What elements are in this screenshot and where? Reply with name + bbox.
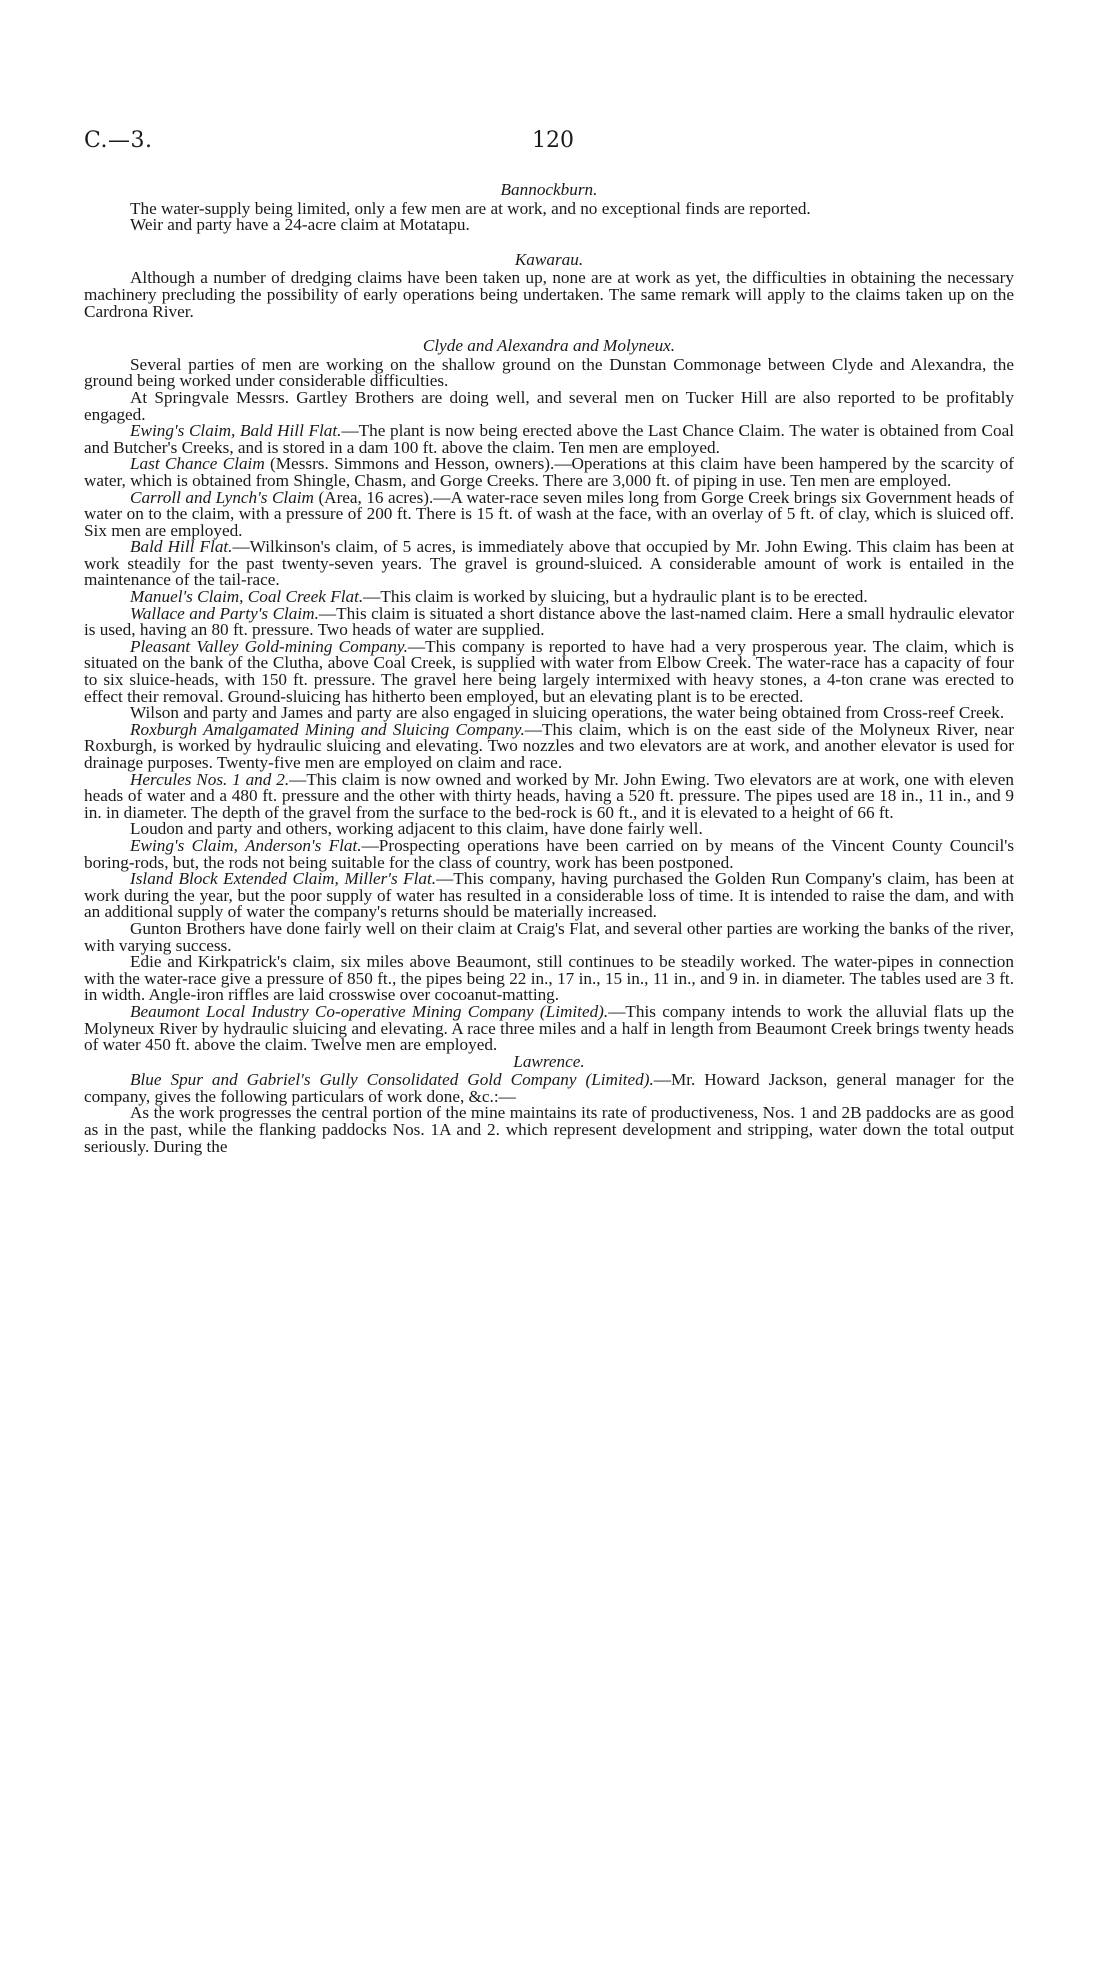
paragraph: Edie and Kirkpatrick's claim, six miles above Beaumont, still continues to be steadily worked. The water-pipes in connection with the water-race give a pressure of 850 ft., the pipes being 22 in., 17 in., 15 in., 11 in., and 9 in. in diameter. The tables used are 3 ft. in width. Angle-iron riffles are laid crosswise over cocoanut-matting.	[84, 952, 1014, 1005]
paragraph: Island Block Extended Claim, Miller's Flat.—This company, having purchased the Golden Run Company's claim, has been at work during the year, but the poor supply of water has resulted in a considerable loss of time. It is intended to raise the dam, and with an additional supply of water the company's returns should be materially increased.	[84, 869, 1014, 922]
page-number: 120	[532, 128, 574, 153]
paragraph: Last Chance Claim (Messrs. Simmons and Hesson, owners).—Operations at this claim have been hampered by the scarcity of water, which is obtained from Shingle, Chasm, and Gorge Creeks. There are 3,000 ft. of piping in use. Ten men are employed.	[84, 454, 1014, 490]
paragraph: Manuel's Claim, Coal Creek Flat.—This claim is worked by sluicing, but a hydraulic plant is to be erected.	[130, 587, 868, 607]
paragraph: Hercules Nos. 1 and 2.—This claim is now owned and worked by Mr. John Ewing. Two elevators are at work, one with eleven heads of water and a 480 ft. pressure and the other with thirty heads, having a 520 ft. pressure. The pipes used are 18 in., 11 in., and 9 in. in diameter. The depth of the gravel from the surface to the bed-rock is 60 ft., and it is elevated to a height of 66 ft.	[84, 769, 1015, 822]
paragraph: Pleasant Valley Gold-mining Company.—This company is reported to have had a very prosperous year. The claim, which is situated on the bank of the Clutha, above Coal Creek, is supplied with water from Elbow Creek. The water-race has a capacity of four to six sluice-heads, with 150 ft. pressure. The gravel here being largely intermixed with heavy stones, a 4-ton crane was erected to effect their removal. Ground-sluicing has hitherto been employed, but an elevating plant is to be erected.	[84, 636, 1014, 706]
paragraph: Bald Hill Flat.—Wilkinson's claim, of 5 acres, is immediately above that occupied by Mr. John Ewing. This claim has been at work steadily for the past twenty-seven years. The gravel is ground-sluiced. A considerable amount of work is entailed in the maintenance of the tail-race.	[84, 537, 1014, 590]
section-heading-kawarau: Kawarau.	[514, 249, 584, 269]
paragraph: Gunton Brothers have done fairly well on their claim at Craig's Flat, and several other parties are working the banks of the river, with varying success.	[84, 918, 1014, 955]
paragraph: Carroll and Lynch's Claim (Area, 16 acres).—A water-race seven miles long from Gorge Creek brings six Government heads of water on to the claim, with a pressure of 200 ft. There is 15 ft. of wash at the face, with an overlay of 5 ft. of clay, which is sluiced off. Six men are employed.	[84, 487, 1014, 540]
section-heading-bannockburn: Bannockburn.	[500, 180, 598, 199]
paragraph: Beaumont Local Industry Co-operative Mining Company (Limited).—This company intends to work the alluvial flats up the Molyneux River by hydraulic sluicing and elevating. A race three miles and a half in length from Beaumont Creek brings twenty heads of water 450 ft. above the claim. Twelve men are employed.	[84, 1001, 1014, 1055]
paragraph: At Springvale Messrs. Gartley Brothers are doing well, and several men on Tucker Hill are also reported to be profitably engaged.	[84, 387, 1014, 424]
paragraph: Ewing's Claim, Anderson's Flat.—Prospecting operations have been carried on by means of the Vincent County Council's boring-rods, but, the rods not being suitable for the class of country, work has been postponed.	[84, 835, 1015, 872]
paragraph: Weir and party have a 24-acre claim at Motatapu.	[130, 215, 470, 235]
section-heading-clyde-alexandra-molyneux: Clyde and Alexandra and Molyneux.	[422, 336, 676, 356]
paragraph: The water-supply being limited, only a few men are at work, and no exceptional finds are reported.	[130, 198, 811, 218]
paragraph: Blue Spur and Gabriel's Gully Consolidated Gold Company (Limited).—Mr. Howard Jackson, general manager for the company, gives the following particulars of work done, &c.:—	[84, 1070, 1014, 1106]
paragraph: Although a number of dredging claims have been taken up, none are at work as yet, the difficulties in obtaining the necessary machinery precluding the possibility of early operations being undertaken. The same remark will apply to the claims taken up on the Cardrona River.	[84, 268, 1014, 321]
paragraph: Several parties of men are working on the shallow ground on the Dunstan Commonage between Clyde and Alexandra, the ground being worked under considerable difficulties.	[84, 354, 1014, 391]
paragraph: Wallace and Party's Claim.—This claim is situated a short distance above the last-named claim. Here a small hydraulic elevator is used, having an 80 ft. pressure. Two heads of water are supplied.	[84, 603, 1014, 640]
page-header	[84, 128, 1014, 168]
page-body	[84, 182, 1014, 1155]
paragraph: Loudon and party and others, working adjacent to this claim, have done fairly well.	[130, 819, 703, 839]
section-heading-lawrence: Lawrence.	[513, 1051, 585, 1071]
paragraph: Ewing's Claim, Bald Hill Flat.—The plant is now being erected above the Last Chance Claim. The water is obtained from Coal and Butcher's Creeks, and is stored in a dam 100 ft. above the claim. Ten men are employed.	[84, 421, 1015, 457]
paragraph: As the work progresses the central portion of the mine maintains its rate of productiveness, Nos. 1 and 2B paddocks are as good as in the past, while the flanking paddocks Nos. 1A and 2. which represent development and stripping, water down the total output seriously. During the	[84, 1103, 1014, 1156]
paragraph: Roxburgh Amalgamated Mining and Sluicing Company.—This claim, which is on the east side of the Molyneux River, near Roxburgh, is worked by hydraulic sluicing and elevating. Two nozzles and two elevators are at work, and another elevator is used for drainage purposes. Twenty-five men are employed on claim and race.	[84, 719, 1014, 772]
document-reference: C.—3.	[84, 128, 153, 153]
paragraph: Wilson and party and James and party are also engaged in sluicing operations, the water being obtained from Cross-reef Creek.	[130, 703, 1005, 723]
